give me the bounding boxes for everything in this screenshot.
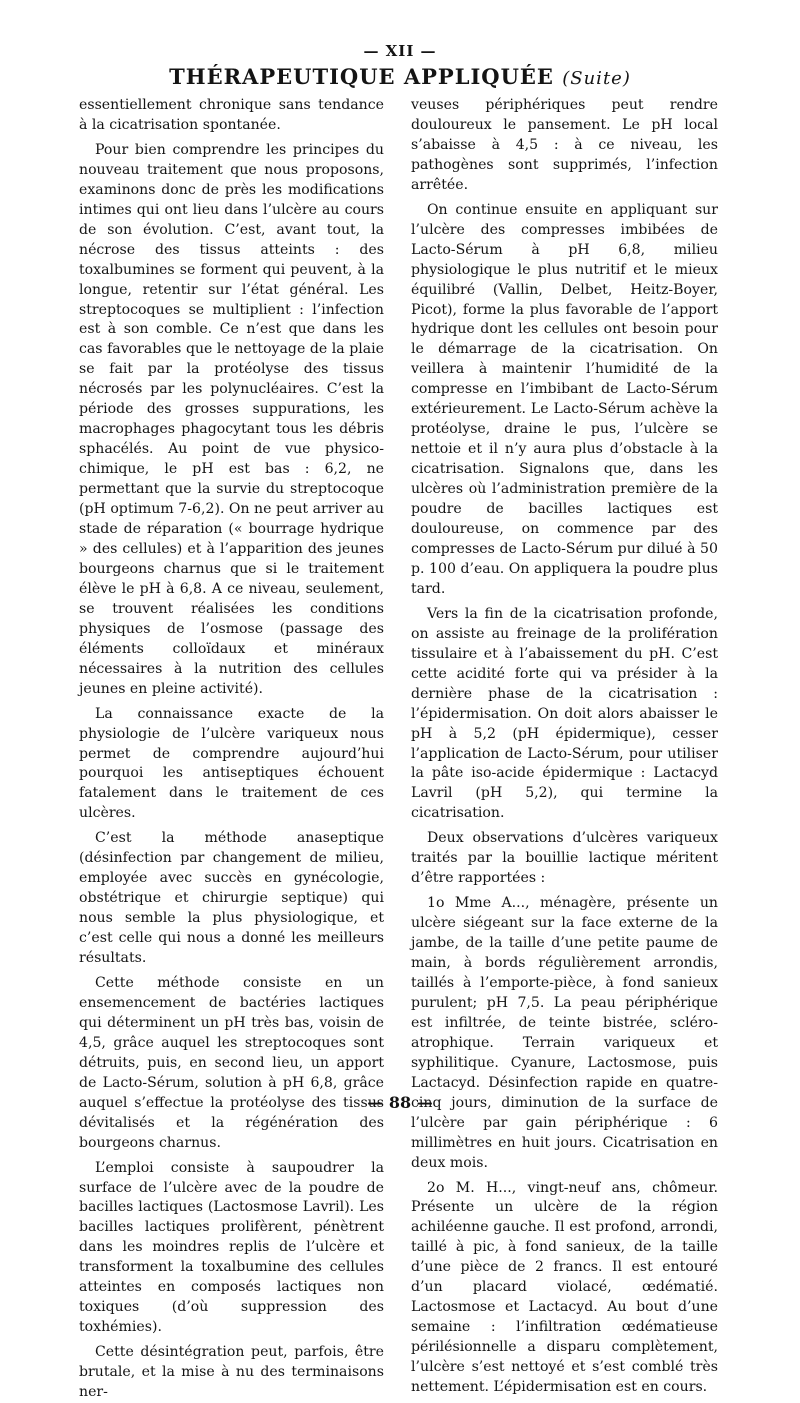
page-title xyxy=(0,64,800,89)
paragraph: 1o Mme A..., ménagère, présente un ulcère siégeant sur la face externe de la jambe, de la taille d’une petite paume de main, à bords régulièrement arrondis, taillés à l’emporte-pièce, à fond sanieux purulent; pH 7,5. La peau périphérique est infiltrée, de teinte bistrée, scléro-atrophique. Terrain variqueux et syphilitique. Cyanure, Lactosmose, puis Lactacyd. Désinfection rapide en quatre-cinq jours, diminution de la surface de l’ulcère par gain périphérique : 6 millimètres en huit jours. Cicatrisation en deux mois. xyxy=(411,895,718,1171)
header-roman-numeral: — XII — xyxy=(363,42,437,60)
paragraph: C’est la méthode anaseptique (désinfection par changement de milieu, employée avec succès en gynécologie, obstétrique et chirurgie septique) qui nous semble la plus physiologique, et c’est celle qui nous a donné les meilleurs résultats. xyxy=(79,830,384,967)
paragraph: L’emploi consiste à saupoudrer la surface de l’ulcère avec de la poudre de bacilles lactiques (Lactosmose Lavril). Les bacilles lactiques prolifèrent, pénètrent dans les moindres replis de l’ulcère et transforment la toxalbumine des cellules atteintes en composés lactiques non toxiques (d’où suppression des toxhémies). xyxy=(79,1159,384,1336)
paragraph: Vers la fin de la cicatrisation profonde, on assiste au freinage de la prolifération tissulaire et à l’abaissement du pH. C’est cette acidité forte qui va présider à la dernière phase de la cicatrisation : l’épidermisation. On doit alors abaisser le pH à 5,2 (pH épidermique), cesser l’application de Lacto-Sérum, pour utiliser la pâte iso-acide épidermique : Lactacyd Lavril (pH 5,2), qui termine la cicatrisation. xyxy=(411,605,718,822)
right-column xyxy=(411,96,718,1398)
page-number: — 88 — xyxy=(367,1093,433,1112)
left-column xyxy=(79,96,384,1403)
paragraph: Deux observations d’ulcères variqueux traités par la bouillie lactique méritent d’être rapportées : xyxy=(411,830,718,887)
paragraph: Cette méthode consiste en un ensemencement de bactéries lactiques qui déterminent un pH très bas, voisin de 4,5, grâce auquel les streptocoques sont détruits, puis, en second lieu, un apport de Lacto-Sérum, solution à pH 6,8, grâce auquel s’effectue la protéolyse des tissus dévitalisés et la régénération des bourgeons charnus. xyxy=(79,974,384,1151)
paragraph: Pour bien comprendre les principes du nouveau traitement que nous proposons, examinons donc de près les modifications intimes qui ont lieu dans l’ulcère au cours de son évolution. C’est, avant tout, la nécrose des tissus atteints : des toxalbumines se forment qui peuvent, à la longue, retentir sur l’état général. Les streptocoques se multiplient : l’infection est à son comble. Ce n’est que dans les cas favorables que le nettoyage de la plaie se fait par la protéolyse des tissus nécrosés par les polynucléaires. C’est la période des grosses suppurations, les macrophages phagocytant tous les débris sphacélés. Au point de vue physico-chimique, le pH est bas : 6,2, ne permettant que la survie du streptocoque (pH optimum 7-6,2). On ne peut arriver au stade de réparation (« bourrage hydrique » des cellules) et à l’apparition des jeunes bourgeons charnus que si le traitement élève le pH à 6,8. A ce niveau, seulement, se trouvent réalisées les conditions physiques de l’osmose (passage des éléments colloïdaux et minéraux nécessaires à la nutrition des cellules jeunes en pleine activité). xyxy=(79,141,384,697)
paragraph: essentiellement chronique sans tendance à la cicatrisation spontanée. xyxy=(79,97,384,133)
paragraph: 2o M. H..., vingt-neuf ans, chômeur. Présente un ulcère de la région achiléenne gauche. Il est profond, arrondi, taillé à pic, à fond sanieux, de la taille d’une pièce de 2 francs. Il est entouré d’un placard violacé, œdématié. Lactosmose et Lactacyd. Au bout d’une semaine : l’infiltration œdématieuse périlésionnelle a disparu complètement, l’ulcère s’est nettoyé et s’est comblé très nettement. L’épidermisation est en cours. xyxy=(411,1179,718,1396)
paragraph: Cette désintégration peut, parfois, être brutale, et la mise à nu des terminaisons ner- xyxy=(79,1344,384,1401)
paragraph: veuses périphériques peut rendre douloureux le pansement. Le pH local s’abaisse à 4,5 : à ce niveau, les pathogènes sont supprimés, l’infection arrêtée. xyxy=(411,97,718,193)
title-suffix: (Suite) xyxy=(562,68,631,89)
paragraph: On continue ensuite en appliquant sur l’ulcère des compresses imbibées de Lacto-Sérum à pH 6,8, milieu physiologique le plus nutritif et le mieux équilibré (Vallin, Delbet, Heitz-Boyer, Picot), forme la plus favorable de l’apport hydrique dont les cellules ont besoin pour le démarrage de la cicatrisation. On veillera à maintenir l’humidité de la compresse en l’imbibant de Lacto-Sérum extérieurement. Le Lacto-Sérum achève la protéolyse, draine le pus, l’ulcère se nettoie et il n’y aura plus d’obstacle à la cicatrisation. Signalons que, dans les ulcères où l’administration première de la poudre de bacilles lactiques est douloureuse, on commence par des compresses de Lacto-Sérum pur dilué à 50 p. 100 d’eau. On appliquera la poudre plus tard. xyxy=(411,201,718,597)
paragraph: La connaissance exacte de la physiologie de l’ulcère variqueux nous permet de comprendre aujourd’hui pourquoi les antiseptiques échouent fatalement dans le traitement de ces ulcères. xyxy=(79,705,384,822)
title-text: THÉRAPEUTIQUE APPLIQUÉE xyxy=(169,64,554,89)
